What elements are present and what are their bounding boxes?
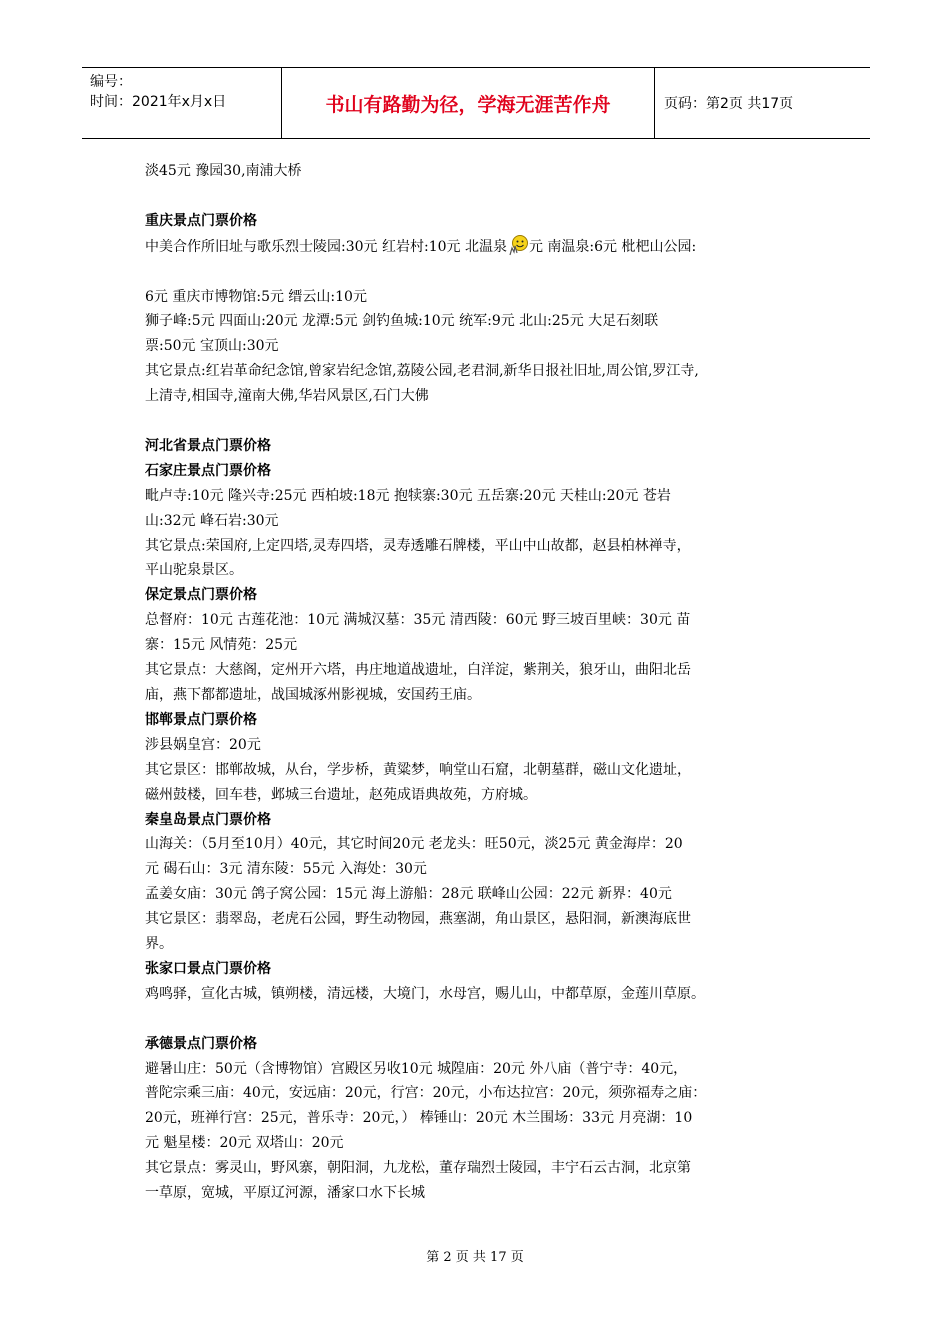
text-line: 其它景点：大慈阁，定州开六塔，冉庄地道战遗址，白洋淀，紫荆关，狼牙山，曲阳北岳 — [145, 662, 691, 679]
section-heading: 保定景点门票价格 — [145, 587, 257, 604]
smiley-face-icon — [507, 234, 529, 256]
header-meta — [90, 72, 226, 112]
text-line: 毗卢寺:10元 隆兴寺:25元 西柏坡:18元 抱犊寨:30元 五岳寨:20元 天桂山:20元 苍岩 — [145, 487, 671, 504]
text-line: 庙，燕下都都遗址，战国城涿州影视城，安国药王庙。 — [145, 686, 481, 703]
text-line: 上清寺,相国寺,潼南大佛,华岩风景区,石门大佛 — [145, 388, 429, 405]
text-line: 淡45元 豫园30,南浦大桥 — [145, 163, 302, 179]
text-line: 其它景点：雾灵山，野风寨，朝阳洞，九龙松，董存瑞烈士陵园，丰宁石云古洞，北京第 — [145, 1160, 691, 1177]
text-line: 寨：15元 风情苑：25元 — [145, 637, 298, 654]
text-line: 普陀宗乘三庙：40元，安远庙：20元，行宫：20元，小布达拉宫：20元，须弥福寿之庙： — [145, 1085, 707, 1102]
section-heading: 河北省景点门票价格 — [145, 437, 271, 454]
page-header — [82, 67, 870, 139]
section-heading: 秦皇岛景点门票价格 — [145, 811, 271, 828]
section-heading: 重庆景点门票价格 — [145, 212, 257, 229]
text-line: 6元 重庆市博物馆:5元 缙云山:10元 — [145, 288, 367, 305]
text-line: 其它景点:荣国府,上定四塔,灵寿四塔，灵寿透雕石牌楼，平山中山故都，赵县柏林禅寺， — [145, 537, 691, 554]
text-line: 总督府：10元 古莲花池：10元 满城汉墓：35元 清西陵：60元 野三坡百里峡：30元 苗 — [145, 612, 691, 629]
header-motto: 书山有路勤为径，学海无涯苦作舟 — [325, 93, 611, 116]
text-line: 鸡鸣驿，宣化古城，镇朔楼，清远楼，大境门，水母宫，赐儿山，中都草原，金莲川草原。 — [145, 985, 705, 1002]
text-line: 其它景区：翡翠岛，老虎石公园，野生动物园，燕塞湖，角山景区，悬阳洞，新澳海底世 — [145, 911, 691, 928]
section-heading: 张家口景点门票价格 — [145, 960, 271, 977]
text-line: 山海关：（5月至10月）40元，其它时间20元 老龙头：旺50元，淡25元 黄金海岸：20 — [145, 836, 683, 853]
text-line: 元 碣石山：3元 清东陵：55元 入海处：30元 — [145, 861, 427, 878]
section-heading: 邯郸景点门票价格 — [145, 711, 257, 728]
text-line: 平山驼泉景区。 — [145, 562, 243, 579]
section-heading: 承德景点门票价格 — [145, 1035, 257, 1052]
time-label: 时间：2021年x月x日 — [90, 94, 227, 110]
text-line: 孟姜女庙：30元 鸽子窝公园：15元 海上游船：28元 联峰山公园：22元 新界：40元 — [145, 886, 672, 903]
text-line: 票:50元 宝顶山:30元 — [145, 338, 279, 355]
text-line: 磁州鼓楼，回车巷，邺城三台遗址，赵苑成语典故苑，方府城。 — [145, 786, 537, 803]
text-line: 一草原，宽城，平原辽河源，潘家口水下长城 — [145, 1185, 425, 1202]
text-line: 山:32元 峰石岩:30元 — [145, 512, 279, 529]
text-line: 中美合作所旧址与歌乐烈士陵园:30元 红岩村:10元 北温泉 元 南温泉:6元 枇杷山公园: — [145, 234, 817, 260]
code-label: 编号： — [90, 74, 132, 90]
document-body — [145, 159, 817, 1206]
header-divider — [654, 68, 655, 138]
text-line: 元 魁星楼：20元 双塔山：20元 — [145, 1135, 344, 1152]
text-line: 其它景区：邯郸故城，从台，学步桥，黄粱梦，响堂山石窟，北朝墓群，磁山文化遗址， — [145, 761, 691, 778]
text-line: 20元，班禅行宫：25元，普乐寺：20元，） 棒锤山：20元 木兰围场：33元 月亮湖：10 — [145, 1110, 693, 1127]
text-line: 界。 — [145, 936, 173, 953]
page-footer: 第 2 页 共 17 页 — [426, 1250, 524, 1265]
header-page-info: 页码：第2页 共17页 — [664, 96, 794, 112]
section-heading: 石家庄景点门票价格 — [145, 462, 271, 479]
text-line: 狮子峰:5元 四面山:20元 龙潭:5元 剑钓鱼城:10元 统军:9元 北山:25元 大足石刻联 — [145, 313, 659, 330]
text-line: 其它景点:红岩革命纪念馆,曾家岩纪念馆,荔陵公园,老君洞,新华日报社旧址,周公馆,罗江寺, — [145, 363, 699, 380]
text-line: 涉县娲皇宫：20元 — [145, 736, 261, 753]
text-line: 避暑山庄：50元（含博物馆）宫殿区另收10元 城隍庙：20元 外八庙（普宁寺：40元， — [145, 1060, 688, 1077]
